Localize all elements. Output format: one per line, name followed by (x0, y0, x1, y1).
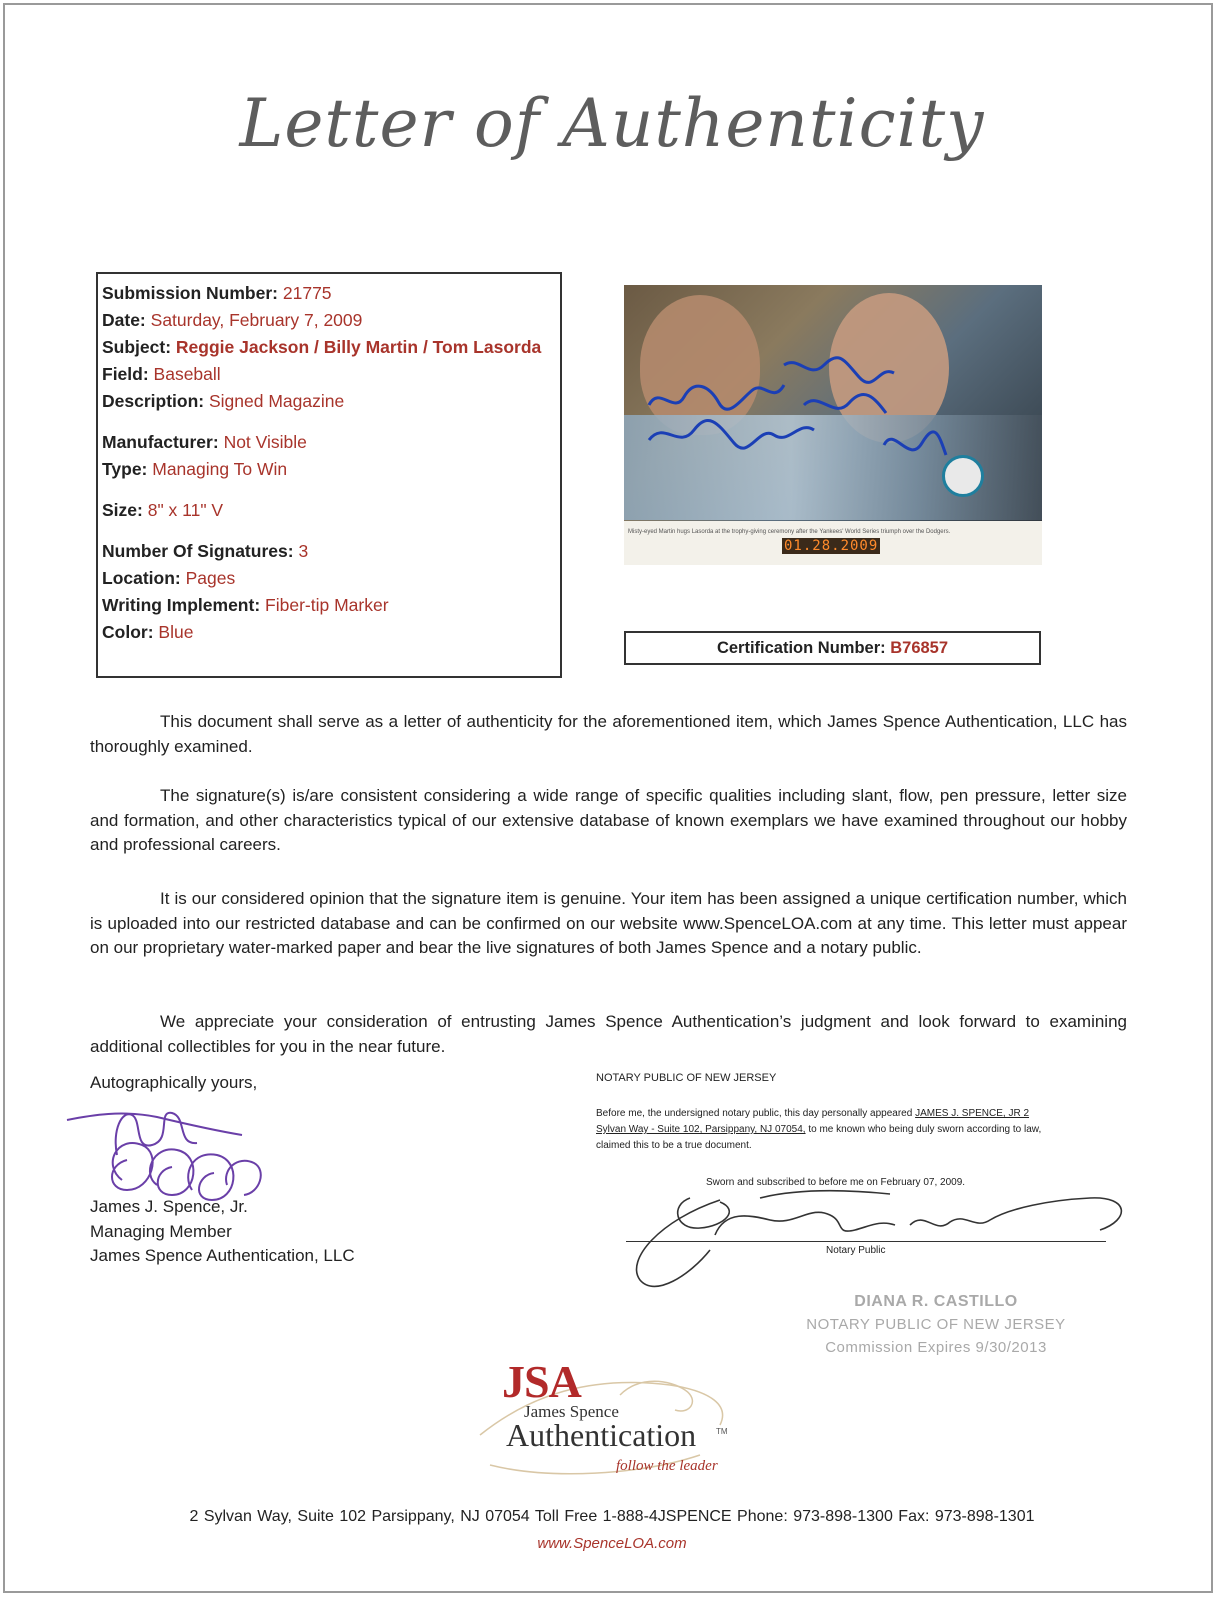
detail-writing-implement (102, 592, 560, 619)
notary-sworn: Sworn and subscribed to before me on February 07, 2009. (706, 1177, 966, 1188)
detail-label: Description: (102, 391, 205, 411)
detail-subject (102, 334, 542, 361)
notary-signature-line (626, 1241, 1106, 1242)
logo-name: James Spence (524, 1402, 619, 1421)
detail-size (102, 497, 560, 524)
footer-address: 2 Sylvan Way, Suite 102 Parsippany, NJ 07054 Toll Free 1-888-4JSPENCE Phone: 973-898-1300 Fax: 973-898-1301 (189, 1508, 1035, 1525)
signer-name: James J. Spence, Jr. (90, 1197, 248, 1216)
detail-value: Baseball (153, 364, 221, 384)
notary-stamp (806, 1290, 1066, 1359)
detail-label: Writing Implement: (102, 595, 261, 615)
detail-field (102, 361, 560, 388)
notary-text-before: Before me, the undersigned notary public, this day personally appeared (596, 1108, 913, 1119)
detail-value: Signed Magazine (208, 391, 345, 411)
signer-block (90, 1195, 355, 1269)
detail-label: Type: (102, 459, 148, 479)
detail-value: Reggie Jackson / Billy Martin / Tom Lasorda (175, 337, 542, 357)
detail-date (102, 307, 560, 334)
jsa-logo (470, 1355, 770, 1485)
detail-label: Field: (102, 364, 149, 384)
notary-signature (630, 1180, 1150, 1300)
detail-label: Manufacturer: (102, 432, 219, 452)
details-box (96, 272, 562, 678)
detail-value: 21775 (282, 283, 332, 303)
logo-mark: JSA (502, 1356, 581, 1407)
notary-statement (596, 1106, 1046, 1154)
detail-label: Submission Number: (102, 283, 278, 303)
detail-label: Number Of Signatures: (102, 541, 294, 561)
logo-trademark: TM (716, 1427, 728, 1436)
footer-url[interactable]: www.SpenceLOA.com (537, 1535, 687, 1552)
signer-role: Managing Member (90, 1221, 232, 1241)
detail-label: Date: (102, 310, 146, 330)
notary-heading: NOTARY PUBLIC OF NEW JERSEY (596, 1072, 777, 1084)
photo-date-stamp: 01.28.2009 (784, 538, 879, 554)
detail-value: Fiber-tip Marker (265, 595, 389, 615)
certification-box (624, 631, 1041, 665)
detail-color (102, 619, 560, 646)
certification-number: B76857 (890, 639, 949, 657)
detail-label: Subject: (102, 337, 172, 357)
detail-value: Managing To Win (152, 459, 288, 479)
certification-label: Certification Number: (716, 639, 886, 657)
detail-label: Size: (102, 500, 143, 520)
paragraph-1: This document shall serve as a letter of authenticity for the aforementioned item, which James Spence Authentication, LLC has thoroughly examined. (90, 712, 1127, 756)
paragraph-4: We appreciate your consideration of entrusting James Spence Authentication’s judgment and look forward to examining additional collectibles for you in the near future. (90, 1012, 1127, 1056)
item-photo (624, 285, 1042, 565)
detail-value: Pages (185, 568, 236, 588)
notary-appeared: JAMES J. SPENCE, JR 2 Sylvan Way - Suite 102, Parsippany, NJ 07054, (596, 1108, 1030, 1135)
detail-location (102, 565, 560, 592)
autograph-signatures (624, 285, 1042, 520)
detail-label: Color: (102, 622, 154, 642)
notary-text-after: to me known who being duly sworn according to law, claimed this to be a true document. (596, 1124, 1042, 1151)
page-title: Letter of Authenticity (239, 85, 985, 162)
detail-label: Location: (102, 568, 181, 588)
photo-caption: Misty-eyed Martin hugs Lasorda at the trophy-giving ceremony after the Yankees' World Series triumph over the Dodgers. (628, 529, 951, 535)
detail-type (102, 456, 560, 483)
notary-label: Notary Public (826, 1245, 886, 1256)
detail-value: Blue (158, 622, 194, 642)
detail-number-of-signatures (102, 538, 560, 565)
logo-tagline: follow the leader (616, 1458, 718, 1474)
detail-value: 3 (298, 541, 309, 561)
signer-company: James Spence Authentication, LLC (90, 1246, 355, 1265)
detail-submission-number (102, 280, 560, 307)
stamp-line-3: Commission Expires 9/30/2013 (825, 1339, 1047, 1356)
closing: Autographically yours, (90, 1073, 258, 1092)
detail-value: Not Visible (223, 432, 307, 452)
logo-word: Authentication (506, 1417, 697, 1453)
detail-manufacturer (102, 429, 560, 456)
detail-value: Saturday, February 7, 2009 (150, 310, 363, 330)
paragraph-2: The signature(s) is/are consistent considering a wide range of specific qualities including slant, flow, pen pressure, letter size and formation, and other characteristics typical of our extensive database of known exemplars we have examined throughout our hobby and professional careers. (90, 786, 1127, 854)
detail-description (102, 388, 560, 415)
paragraph-3: It is our considered opinion that the signature item is genuine. Your item has been assigned a unique certification number, which is uploaded into our restricted database and can be confirmed on our website www.SpenceLOA.com at any time. This letter must appear on our proprietary water-marked paper and bear the live signatures of both James Spence and a notary public. (90, 889, 1127, 957)
detail-value: 8" x 11" V (147, 500, 224, 520)
stamp-line-2: NOTARY PUBLIC OF NEW JERSEY (806, 1316, 1066, 1333)
stamp-line-1: DIANA R. CASTILLO (854, 1293, 1018, 1310)
